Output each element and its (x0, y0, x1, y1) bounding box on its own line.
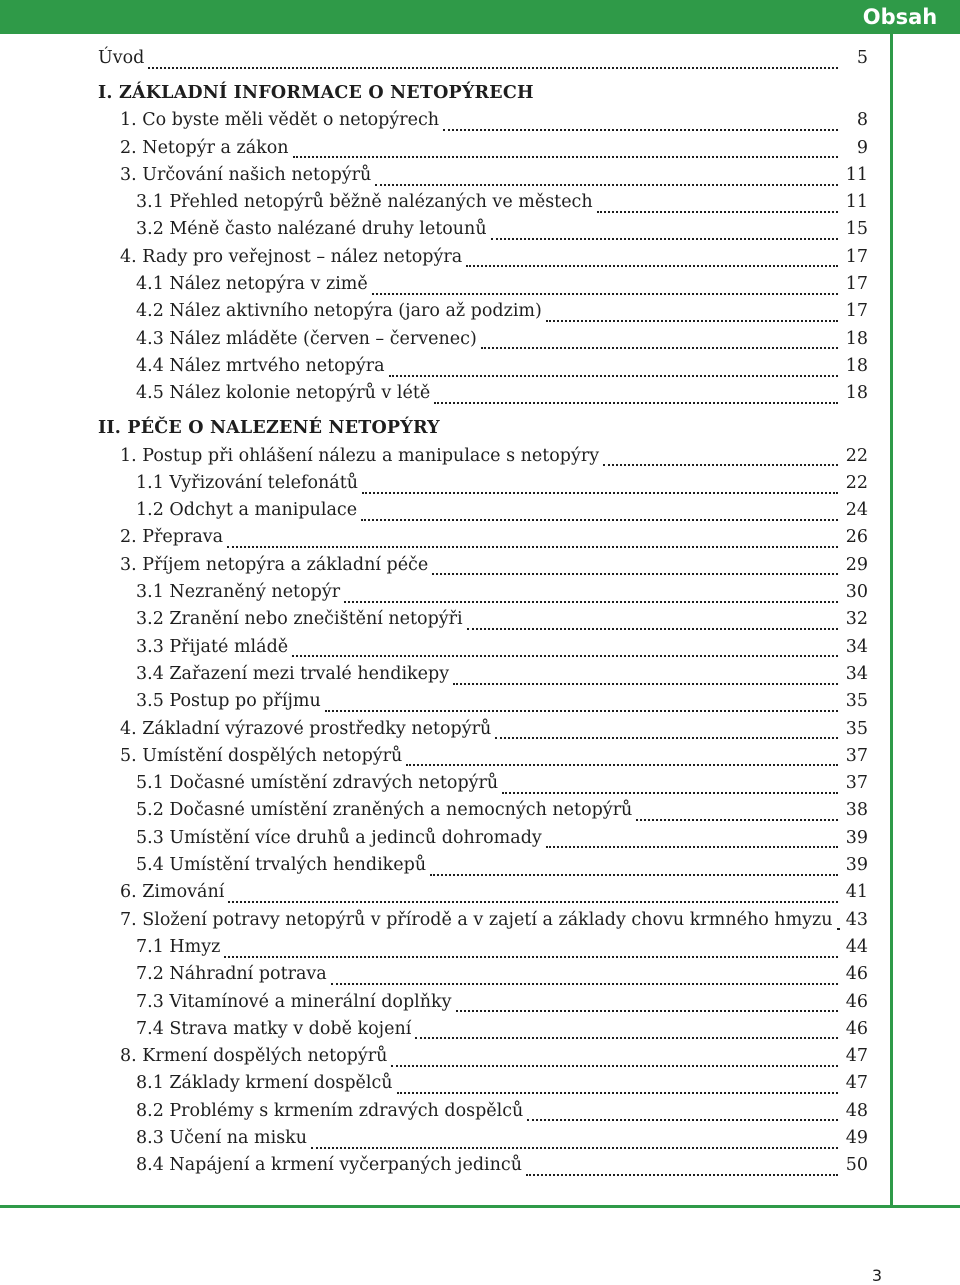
table-of-contents (98, 48, 868, 1183)
toc-dot-leader (526, 1174, 838, 1176)
toc-page-number: 17 (845, 274, 868, 295)
toc-page-number: 47 (845, 1046, 868, 1067)
toc-entry-title: 1.1 Vyřizování telefonátů (136, 472, 359, 493)
toc-dot-leader (292, 655, 838, 657)
toc-entry[interactable] (98, 882, 868, 909)
toc-entry[interactable] (98, 274, 868, 301)
toc-dot-leader (331, 983, 838, 985)
toc-page-number: 48 (845, 1100, 868, 1121)
toc-entry-title: 8.2 Problémy s krmením zdravých dospělců (136, 1100, 524, 1121)
toc-page-number: 11 (845, 192, 868, 213)
toc-entry[interactable] (98, 247, 868, 274)
toc-entry-title: 8.3 Učení na misku (136, 1127, 308, 1148)
toc-entry[interactable] (98, 1101, 868, 1128)
toc-entry-title: 3.1 Přehled netopýrů běžně nalézaných ve městech (136, 192, 593, 213)
toc-dot-leader (491, 238, 838, 240)
toc-heading-text: I. ZÁKLADNÍ INFORMACE O NETOPÝRECH (98, 82, 534, 103)
toc-entry[interactable] (98, 664, 868, 691)
toc-entry[interactable] (98, 691, 868, 718)
toc-page-number: 22 (845, 445, 868, 466)
toc-page-number: 18 (845, 355, 868, 376)
toc-page-number: 46 (845, 1018, 868, 1039)
toc-dot-leader (415, 1037, 838, 1039)
toc-entry-title: 1. Postup při ohlášení nálezu a manipulace s netopýry (120, 445, 600, 466)
toc-entry[interactable] (98, 329, 868, 356)
toc-entry-title: 5.3 Umístění více druhů a jedinců dohromady (136, 827, 542, 848)
toc-page-number: 50 (845, 1155, 868, 1176)
toc-entry-title: 2. Přeprava (120, 527, 224, 548)
toc-dot-leader (372, 293, 838, 295)
toc-dot-leader (432, 573, 838, 575)
toc-heading-text: II. PÉČE O NALEZENÉ NETOPÝRY (98, 418, 440, 439)
toc-page-number: 39 (845, 827, 868, 848)
toc-page-number: 18 (845, 328, 868, 349)
toc-page-number: 37 (845, 773, 868, 794)
toc-page-number: 34 (845, 663, 868, 684)
toc-page-number: 43 (845, 909, 868, 930)
toc-entry[interactable] (98, 192, 868, 219)
toc-entry[interactable] (98, 138, 868, 165)
toc-entry-title: 7.1 Hmyz (136, 936, 221, 957)
toc-entry[interactable] (98, 1046, 868, 1073)
header-band (0, 0, 960, 34)
toc-entry[interactable] (98, 1019, 868, 1046)
section-title: Obsah (862, 5, 938, 29)
toc-entry-title: 3.5 Postup po příjmu (136, 691, 321, 712)
toc-entry[interactable] (98, 555, 868, 582)
toc-dot-leader (443, 129, 838, 131)
toc-page-number: 5 (856, 48, 868, 68)
toc-page-number: 39 (845, 855, 868, 876)
toc-entry-title: 7.2 Náhradní potrava (136, 964, 327, 985)
toc-dot-leader (406, 764, 838, 766)
toc-dot-leader (293, 156, 838, 158)
toc-entry-title: 4.5 Nález kolonie netopýrů v létě (136, 383, 431, 404)
toc-entry-title: 3.2 Zranění nebo znečištění netopýři (136, 609, 463, 630)
toc-entry-title: 8. Krmení dospělých netopýrů (120, 1046, 388, 1067)
toc-entry[interactable] (98, 356, 868, 383)
toc-entry[interactable] (98, 910, 868, 937)
toc-page-number: 47 (845, 1073, 868, 1094)
toc-entry-title: 3.3 Přijaté mládě (136, 636, 289, 657)
toc-entry-title: 3. Příjem netopýra a základní péče (120, 554, 429, 575)
toc-page-number: 15 (845, 219, 868, 240)
toc-entry-title: Úvod (98, 48, 145, 68)
toc-entry-title: 4. Základní výrazové prostředky netopýrů (120, 718, 492, 739)
toc-dot-leader (527, 1119, 838, 1121)
right-rule (890, 34, 893, 1206)
toc-entry[interactable] (98, 301, 868, 328)
toc-entry[interactable] (98, 609, 868, 636)
toc-entry-title: 7. Složení potravy netopýrů v přírodě a v zajetí a základy chovu krmného hmyzu (120, 909, 833, 930)
toc-entry[interactable] (98, 473, 868, 500)
toc-entry-title: 1.2 Odchyt a manipulace (136, 500, 358, 521)
toc-dot-leader (603, 464, 838, 466)
toc-entry[interactable] (98, 719, 868, 746)
toc-entry-title: 7.4 Strava matky v době kojení (136, 1018, 412, 1039)
toc-page-number: 11 (845, 164, 868, 185)
toc-entry[interactable] (98, 828, 868, 855)
toc-dot-leader (434, 402, 838, 404)
toc-dot-leader (224, 956, 838, 958)
toc-entry-title: 5.1 Dočasné umístění zdravých netopýrů (136, 773, 499, 794)
section-title-tab (840, 0, 960, 34)
toc-dot-leader (397, 1092, 838, 1094)
toc-page-number: 32 (845, 609, 868, 630)
toc-entry-title: 4.4 Nález mrtvého netopýra (136, 355, 385, 376)
toc-dot-leader (391, 1065, 838, 1067)
toc-dot-leader (467, 628, 838, 630)
toc-page-number: 17 (845, 246, 868, 267)
toc-dot-leader (344, 601, 838, 603)
toc-entry[interactable] (98, 992, 868, 1019)
toc-entry[interactable] (98, 110, 868, 137)
toc-dot-leader (389, 375, 838, 377)
toc-entry-title: 2. Netopýr a zákon (120, 137, 289, 158)
toc-entry-title: 3. Určování našich netopýrů (120, 164, 372, 185)
toc-dot-leader (546, 320, 838, 322)
toc-entry[interactable] (98, 582, 868, 609)
page-number: 3 (871, 1266, 882, 1285)
bottom-rule (0, 1205, 960, 1208)
toc-dot-leader (325, 710, 838, 712)
toc-entry-title: 3.2 Méně často nalézané druhy letounů (136, 219, 487, 240)
toc-entry-title: 3.1 Nezraněný netopýr (136, 582, 341, 603)
toc-entry[interactable] (98, 800, 868, 827)
toc-entry-title: 5. Umístění dospělých netopýrů (120, 745, 403, 766)
toc-page-number: 44 (845, 936, 868, 957)
toc-page-number: 46 (845, 964, 868, 985)
toc-dot-leader (430, 874, 838, 876)
toc-entry-title: 4. Rady pro veřejnost – nález netopýra (120, 246, 463, 267)
toc-dot-leader (148, 67, 838, 69)
toc-entry[interactable] (98, 937, 868, 964)
toc-entry[interactable] (98, 500, 868, 527)
toc-dot-leader (495, 737, 838, 739)
toc-entry[interactable] (98, 446, 868, 473)
toc-page-number: 9 (856, 137, 868, 158)
toc-page-number: 49 (845, 1127, 868, 1148)
toc-dot-leader (546, 846, 838, 848)
toc-page-number: 29 (845, 554, 868, 575)
toc-page-number: 18 (845, 383, 868, 404)
toc-dot-leader (361, 519, 838, 521)
toc-page-number: 41 (845, 882, 868, 903)
toc-page-number: 46 (845, 991, 868, 1012)
toc-dot-leader (453, 683, 838, 685)
toc-dot-leader (227, 546, 838, 548)
toc-entry[interactable] (98, 855, 868, 882)
toc-entry[interactable] (98, 964, 868, 991)
toc-page-number: 37 (845, 745, 868, 766)
toc-entry-title: 3.4 Zařazení mezi trvalé hendikepy (136, 663, 450, 684)
toc-page-number: 24 (845, 500, 868, 521)
toc-entry[interactable] (98, 1073, 868, 1100)
toc-entry-title: 1. Co byste měli vědět o netopýrech (120, 110, 440, 131)
toc-dot-leader (466, 265, 838, 267)
toc-dot-leader (456, 1010, 838, 1012)
toc-entry-title: 4.3 Nález mláděte (červen – červenec) (136, 328, 477, 349)
toc-dot-leader (837, 928, 838, 930)
toc-page-number: 17 (845, 301, 868, 322)
toc-dot-leader (375, 184, 838, 186)
toc-section-heading (98, 75, 868, 110)
toc-dot-leader (502, 792, 838, 794)
toc-page-number: 35 (845, 718, 868, 739)
toc-entry-title: 7.3 Vitamínové a minerální doplňky (136, 991, 452, 1012)
toc-dot-leader (228, 901, 838, 903)
toc-entry[interactable] (98, 637, 868, 664)
toc-entry[interactable] (98, 773, 868, 800)
toc-page-number: 8 (856, 110, 868, 131)
toc-page-number: 26 (845, 527, 868, 548)
toc-page-number: 34 (845, 636, 868, 657)
toc-entry-title: 4.1 Nález netopýra v zimě (136, 274, 368, 295)
toc-entry-title: 4.2 Nález aktivního netopýra (jaro až podzim) (136, 301, 542, 322)
toc-entry[interactable] (98, 383, 868, 410)
toc-page-number: 22 (845, 472, 868, 493)
toc-entry-title: 6. Zimování (120, 882, 225, 903)
toc-page-number: 35 (845, 691, 868, 712)
toc-dot-leader (481, 347, 838, 349)
toc-dot-leader (362, 492, 838, 494)
toc-entry[interactable] (98, 746, 868, 773)
toc-page-number: 30 (845, 582, 868, 603)
toc-dot-leader (636, 819, 838, 821)
toc-entry[interactable] (98, 219, 868, 246)
toc-entry-title: 8.1 Základy krmení dospělců (136, 1073, 393, 1094)
toc-entry-title: 5.4 Umístění trvalých hendikepů (136, 855, 427, 876)
toc-entry[interactable] (98, 1155, 868, 1182)
toc-entry-title: 5.2 Dočasné umístění zraněných a nemocných netopýrů (136, 800, 633, 821)
toc-entry-title: 8.4 Napájení a krmení vyčerpaných jedinců (136, 1155, 522, 1176)
toc-entry[interactable] (98, 1128, 868, 1155)
toc-dot-leader (311, 1147, 838, 1149)
toc-section-heading (98, 411, 868, 446)
toc-dot-leader (597, 211, 838, 213)
toc-entry[interactable] (98, 165, 868, 192)
toc-entry[interactable] (98, 527, 868, 554)
toc-entry[interactable] (98, 48, 868, 75)
toc-page-number: 38 (845, 800, 868, 821)
